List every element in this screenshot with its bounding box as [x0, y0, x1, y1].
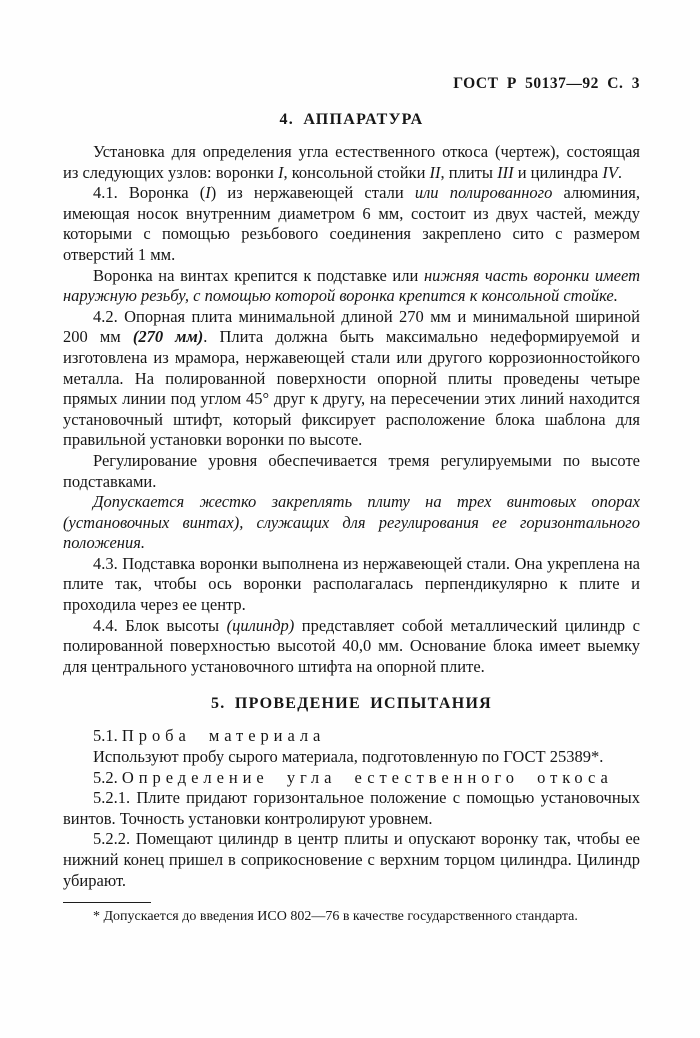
text-segment: представляет собой металлический цилиндр с полированной поверхностью высотой 40,0 мм. Основание блока имеет выемку для центрального установочного штифта на опорной плите.	[63, 615, 640, 676]
para-intro	[63, 142, 640, 183]
text-segment: , консольной стойки	[283, 162, 430, 182]
text-segment: 5.1.	[93, 726, 122, 746]
text-segment: III	[497, 162, 514, 182]
text-segment: 4.2. Опорная плита минимальной длиной 270 мм и минимальной шириной 200 мм	[63, 306, 640, 347]
text-segment: 5.2.	[93, 767, 122, 787]
para-4-2	[63, 307, 640, 451]
text-segment: Определение угла естественного откоса	[121, 767, 613, 787]
text-segment: , плиты	[440, 162, 498, 182]
text-segment: Воронка на винтах крепится к подставке или	[93, 265, 424, 285]
para-level-regulation	[63, 451, 640, 492]
text-segment: Регулирование уровня обеспечивается тремя регулируемыми по высоте подставками.	[63, 450, 640, 491]
text-segment: нижняя часть воронки имеет наружную резьбу, с помощью которой воронка крепится к консольной стойке.	[63, 265, 640, 306]
para-4-1-note	[63, 266, 640, 307]
text-segment: * Допускается до введения ИСО 802—76 в качестве государственного стандарта.	[93, 909, 578, 925]
para-4-1	[63, 183, 640, 265]
text-segment: IV	[602, 162, 618, 182]
text-segment: (цилиндр)	[226, 615, 295, 635]
page-header: ГОСТ Р 50137—92 С. 3	[453, 75, 640, 92]
document-body	[63, 111, 640, 926]
section-4-heading: 4. АППАРАТУРА	[279, 111, 424, 128]
para-5-1-title	[63, 726, 640, 747]
text-segment: 4.3. Подставка воронки выполнена из нержавеющей стали. Она укреплена на плите так, чтобы ось воронки располагалась перпендикулярно к плите и проходила через ее центр.	[63, 553, 640, 615]
para-5-2-title	[63, 768, 640, 789]
para-4-3	[63, 554, 640, 616]
para-5-2-1	[63, 788, 640, 829]
para-allowed-mount	[63, 492, 640, 554]
text-segment: алюминия, имеющая носок внутренним диаметром 6 мм, состоит из двух частей, между которыми с помощью резьбового соединения закреплено сито с размером отверстий 1 мм.	[63, 183, 640, 264]
text-segment: ) из нержавеющей стали	[210, 183, 415, 203]
text-segment: .	[617, 162, 623, 182]
text-segment: Используют пробу сырого материала, подготовленную по ГОСТ 25389*.	[93, 747, 604, 767]
text-segment: (270 мм)	[132, 327, 204, 347]
para-5-2-2	[63, 829, 640, 891]
text-segment: 4.1. Воронка (	[93, 183, 206, 203]
text-segment: . Плита должна быть максимально недеформируемой и изготовлена из мрамора, нержавеющей стали или другого коррозионностойкого металла. На полированной поверхности опорной плиты проведены четыре прямых линии под углом 45° друг к другу, на пересечении этих линий находится установочный штифт, который фиксирует расположение блока шаблона для правильной установки воронки по высоте.	[63, 327, 640, 450]
text-segment: Допускается жестко закреплять плиту на трех винтовых опорах (установочных винтах), служащих для регулирования ее горизонтального положения.	[63, 492, 640, 553]
para-4-4	[63, 616, 640, 678]
footnote	[63, 908, 640, 926]
text-segment: Проба материала	[121, 726, 326, 746]
text-segment: I	[205, 183, 211, 203]
text-segment: Установка для определения угла естественного откоса (чертеж), состоящая из следующих узлов: воронки	[63, 142, 640, 182]
footnote-rule	[63, 902, 151, 903]
text-segment: 5.2.2. Помещают цилиндр в центр плиты и опускают воронку так, чтобы ее нижний конец пришел в соприкосновение с верхним торцом цилиндра. Цилиндр убирают.	[63, 829, 640, 890]
text-segment: или полированного	[414, 183, 553, 203]
text-segment: и цилиндра	[513, 162, 603, 182]
section-5-heading: 5. ПРОВЕДЕНИЕ ИСПЫТАНИЯ	[210, 695, 493, 713]
text-segment: 5.2.1. Плите придают горизонтальное положение с помощью установочных винтов. Точность установки контролируют уровнем.	[63, 788, 640, 828]
para-5-1-body	[63, 747, 640, 768]
text-segment: 4.4. Блок высоты	[93, 615, 227, 635]
text-segment: I	[278, 162, 284, 182]
text-segment: II	[429, 162, 441, 182]
